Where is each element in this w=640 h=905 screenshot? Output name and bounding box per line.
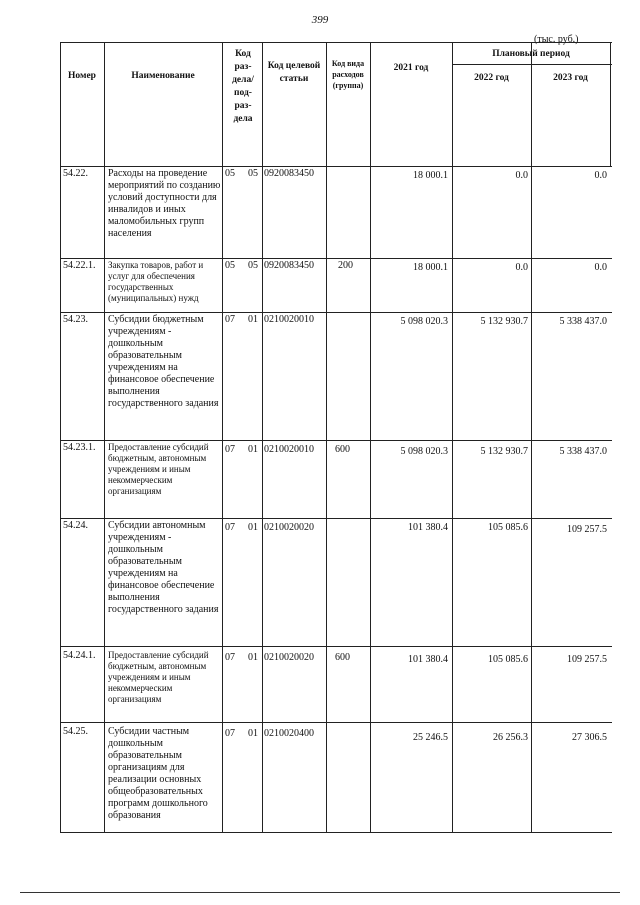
row-2021: 5 098 020.3 xyxy=(400,316,448,327)
row-2022: 0.0 xyxy=(515,262,528,273)
row-target: 0210020010 xyxy=(264,444,314,455)
row-subsection: 05 xyxy=(248,168,258,179)
row-2023: 5 338 437.0 xyxy=(559,316,607,327)
row-name: Субсидии частным дошкольным образовательным организациям для реализации основных общеобразовательных программ дошкольного образования xyxy=(108,726,208,821)
header-expense-type: Код вида расходов (группа) xyxy=(331,59,365,90)
row-2022: 105 085.6 xyxy=(488,522,528,533)
row-2022: 5 132 930.7 xyxy=(480,316,528,327)
header-name: Наименование xyxy=(131,71,195,81)
row-2022: 0.0 xyxy=(515,170,528,181)
row-section: 07 xyxy=(225,444,235,455)
row-target: 0920083450 xyxy=(264,168,314,179)
header-target: Код целевой статьи xyxy=(267,61,321,84)
row-2023: 109 257.5 xyxy=(567,524,607,535)
page-number: 399 xyxy=(311,14,329,26)
row-2021: 101 380.4 xyxy=(408,654,448,665)
row-target: 0210020010 xyxy=(264,314,314,325)
row-2023: 0.0 xyxy=(594,170,607,181)
row-2021: 25 246.5 xyxy=(413,732,448,743)
row-2023: 27 306.5 xyxy=(572,732,607,743)
row-target: 0210020400 xyxy=(264,728,314,739)
row-section: 07 xyxy=(225,314,235,325)
row-type: 200 xyxy=(338,260,353,271)
units-label: (тыс. руб.) xyxy=(534,34,579,45)
row-type: 600 xyxy=(335,444,350,455)
row-name: Предоставление субсидий бюджетным, автономным учреждениям и иным некоммерческим организациям xyxy=(108,442,209,496)
row-2023: 5 338 437.0 xyxy=(559,446,607,457)
header-2022: 2022 год xyxy=(474,73,509,83)
row-subsection: 01 xyxy=(248,652,258,663)
row-subsection: 01 xyxy=(248,522,258,533)
row-number: 54.22. xyxy=(63,168,88,179)
header-planned-period: Плановый период xyxy=(492,49,570,59)
row-section: 05 xyxy=(225,168,235,179)
row-name: Закупка товаров, работ и услуг для обеспечения государственных (муниципальных) нужд xyxy=(108,260,204,303)
row-2023: 0.0 xyxy=(594,262,607,273)
row-name: Расходы на проведение мероприятий по созданию условий доступности для инвалидов и иных маломобильных групп населения xyxy=(108,168,221,239)
row-2023: 109 257.5 xyxy=(567,654,607,665)
row-number: 54.25. xyxy=(63,726,88,737)
row-subsection: 05 xyxy=(248,260,258,271)
row-target: 0210020020 xyxy=(264,522,314,533)
row-name: Субсидии автономным учреждениям - дошкольным образовательным учреждениям на финансовое обеспечение выполнения государственного задания xyxy=(108,520,219,615)
row-number: 54.24. xyxy=(63,520,88,531)
row-section: 07 xyxy=(225,522,235,533)
row-number: 54.23. xyxy=(63,314,88,325)
row-subsection: 01 xyxy=(248,314,258,325)
row-2021: 18 000.1 xyxy=(413,170,448,181)
row-target: 0210020020 xyxy=(264,652,314,663)
row-number: 54.24.1. xyxy=(63,650,96,661)
row-2022: 5 132 930.7 xyxy=(480,446,528,457)
row-name: Предоставление субсидий бюджетным, автономным учреждениям и иным некоммерческим организациям xyxy=(108,650,209,704)
row-number: 54.22.1. xyxy=(63,260,96,271)
row-section: 05 xyxy=(225,260,235,271)
row-2022: 105 085.6 xyxy=(488,654,528,665)
row-subsection: 01 xyxy=(248,728,258,739)
header-2021: 2021 год xyxy=(393,63,429,73)
header-number: Номер xyxy=(68,71,96,81)
row-section: 07 xyxy=(225,728,235,739)
row-2021: 18 000.1 xyxy=(413,262,448,273)
row-subsection: 01 xyxy=(248,444,258,455)
row-2021: 5 098 020.3 xyxy=(400,446,448,457)
header-section: Код раз-дела/ под-раз-дела xyxy=(232,49,254,124)
page-bottom-rule xyxy=(20,892,620,893)
row-number: 54.23.1. xyxy=(63,442,96,453)
header-2023: 2023 год xyxy=(553,73,588,83)
row-2021: 101 380.4 xyxy=(408,522,448,533)
row-2022: 26 256.3 xyxy=(493,732,528,743)
row-section: 07 xyxy=(225,652,235,663)
row-name: Субсидии бюджетным учреждениям - дошкольным образовательным учреждениям на финансовое обеспечение выполнения государственного задания xyxy=(108,314,219,409)
row-type: 600 xyxy=(335,652,350,663)
row-target: 0920083450 xyxy=(264,260,314,271)
